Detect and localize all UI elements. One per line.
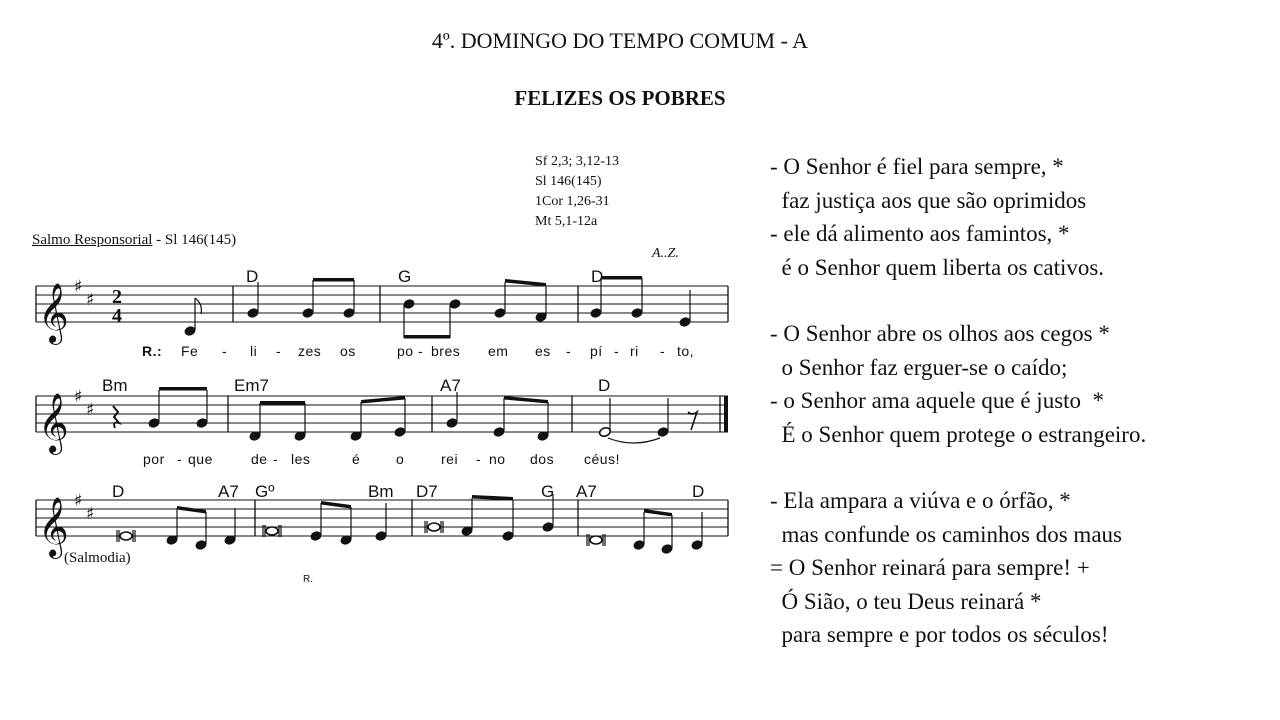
chord-label: D	[112, 482, 125, 501]
final-barline	[724, 396, 728, 432]
breve-note-icon	[117, 530, 135, 542]
chord-label: Bm	[102, 376, 128, 395]
lyric-syllable: es	[535, 343, 551, 359]
lyric-hyphen: -	[614, 343, 620, 359]
verse-line: - Ela ampara a viúva e o órfão, *	[770, 488, 1071, 513]
verse-line: = O Senhor reinará para sempre! +	[770, 555, 1090, 580]
psalm-ref: - Sl 146(145)	[152, 232, 237, 248]
verse-line: É o Senhor quem protege o estrangeiro.	[770, 421, 1147, 447]
lyric-syllable: pí	[590, 343, 603, 359]
chord-label: A7	[576, 482, 597, 501]
music-score	[0, 0, 740, 600]
sharp-icon: ♯	[86, 400, 95, 420]
verse-line: o Senhor faz erguer-se o caído;	[770, 354, 1068, 380]
lyric-syllable: li	[250, 343, 258, 359]
breve-note-icon	[425, 521, 443, 533]
chord-label: A7	[440, 376, 461, 395]
lyric-syllable: que	[188, 451, 213, 467]
lyric-syllable: por	[143, 451, 165, 467]
treble-clef-icon: 𝄞	[38, 497, 69, 557]
staff2-notes	[113, 387, 697, 443]
lyric-hyphen: -	[222, 343, 228, 359]
sharp-icon: ♯	[86, 290, 95, 310]
song-title: FELIZES OS POBRES	[514, 86, 726, 110]
verse-line: Ó Sião, o teu Deus reinará *	[770, 588, 1042, 614]
lyric-syllable: rei	[441, 451, 459, 467]
lyric-syllable: bres	[431, 343, 461, 359]
lyric-syllable: em	[488, 343, 509, 359]
psalm-verses	[770, 150, 1146, 652]
cropped-refrain-marker: R.	[303, 574, 313, 585]
reading-ref: 1Cor 1,26-31	[535, 194, 610, 209]
verse-line: mas confunde os caminhos dos maus	[770, 521, 1122, 547]
lyric-hyphen: -	[660, 343, 666, 359]
lyric-syllable: de	[251, 451, 268, 467]
chord-label: D	[598, 376, 611, 395]
verse-line: - O Senhor abre os olhos aos cegos *	[770, 321, 1110, 346]
sharp-icon: ♯	[74, 277, 83, 297]
composer-initials: A..Z.	[652, 246, 679, 261]
sharp-icon: ♯	[86, 504, 95, 524]
lyric-syllable: to,	[677, 343, 695, 359]
psalm-label: Salmo Responsorial	[32, 232, 153, 248]
lyric-syllable: Fe	[181, 343, 199, 359]
salmodia-label: (Salmodia)	[64, 550, 131, 566]
reading-ref: Sl 146(145)	[535, 174, 602, 189]
verse-line: faz justiça aos que são oprimidos	[770, 187, 1087, 213]
lyric-syllable: céus!	[584, 451, 620, 467]
verse-line: - o Senhor ama aquele que é justo *	[770, 388, 1105, 413]
lyric-syllable: é	[352, 451, 361, 467]
clefs	[38, 283, 69, 559]
lyric-hyphen: -	[276, 343, 282, 359]
stanza-gap	[770, 451, 1146, 484]
sharp-icon: ♯	[74, 491, 83, 511]
chord-label: G	[541, 482, 555, 501]
verse-line: é o Senhor quem liberta os cativos.	[770, 254, 1105, 280]
lyrics-line-2	[143, 451, 620, 467]
staff1-notes	[184, 276, 691, 339]
lyric-syllable: no	[489, 451, 506, 467]
treble-clef-icon: 𝄞	[38, 393, 69, 453]
lyric-hyphen: -	[273, 451, 279, 467]
chord-label: A7	[218, 482, 239, 501]
chord-label: G	[398, 267, 412, 286]
lyric-syllable: zes	[298, 343, 322, 359]
verse-stanza	[770, 317, 1146, 451]
lyric-hyphen: -	[418, 343, 424, 359]
lyric-syllable: dos	[530, 451, 555, 467]
quarter-rest-icon	[113, 406, 119, 428]
lyric-hyphen: -	[476, 451, 482, 467]
key-signatures	[74, 277, 94, 524]
reading-ref: Sf 2,3; 3,12-13	[535, 154, 619, 169]
reading-ref: Mt 5,1-12a	[535, 214, 598, 229]
staff3-notes	[117, 494, 703, 554]
chord-label: D	[591, 267, 604, 286]
chord-label: Bm	[368, 482, 394, 501]
verse-stanza	[770, 150, 1146, 284]
lyrics-line-1	[142, 343, 694, 359]
lyric-syllable: les	[291, 451, 311, 467]
chord-label: Gº	[255, 482, 275, 501]
treble-clef-icon: 𝄞	[38, 283, 69, 343]
time-signature-bottom: 4	[112, 305, 122, 327]
refrain-marker: R.:	[142, 343, 163, 359]
chord-label: D7	[416, 482, 438, 501]
stanza-gap	[770, 284, 1146, 317]
chord-label: D	[692, 482, 705, 501]
lyric-hyphen: -	[566, 343, 572, 359]
chord-label: D	[246, 267, 259, 286]
lyric-syllable: os	[340, 343, 356, 359]
verse-line: - ele dá alimento aos famintos, *	[770, 221, 1070, 246]
chord-label: Em7	[234, 376, 269, 395]
lyric-syllable: o	[396, 451, 405, 467]
sharp-icon: ♯	[74, 387, 83, 407]
lyric-syllable: po	[397, 343, 414, 359]
eighth-rest-icon	[688, 412, 697, 430]
verse-stanza	[770, 484, 1146, 652]
lyric-hyphen: -	[177, 451, 183, 467]
verse-line: - O Senhor é fiel para sempre, *	[770, 154, 1064, 179]
page-title: 4º. DOMINGO DO TEMPO COMUM - A	[431, 28, 809, 53]
time-signature-top: 2	[112, 286, 122, 308]
verse-line: para sempre e por todos os séculos!	[770, 622, 1109, 647]
lyric-syllable: ri	[630, 343, 639, 359]
